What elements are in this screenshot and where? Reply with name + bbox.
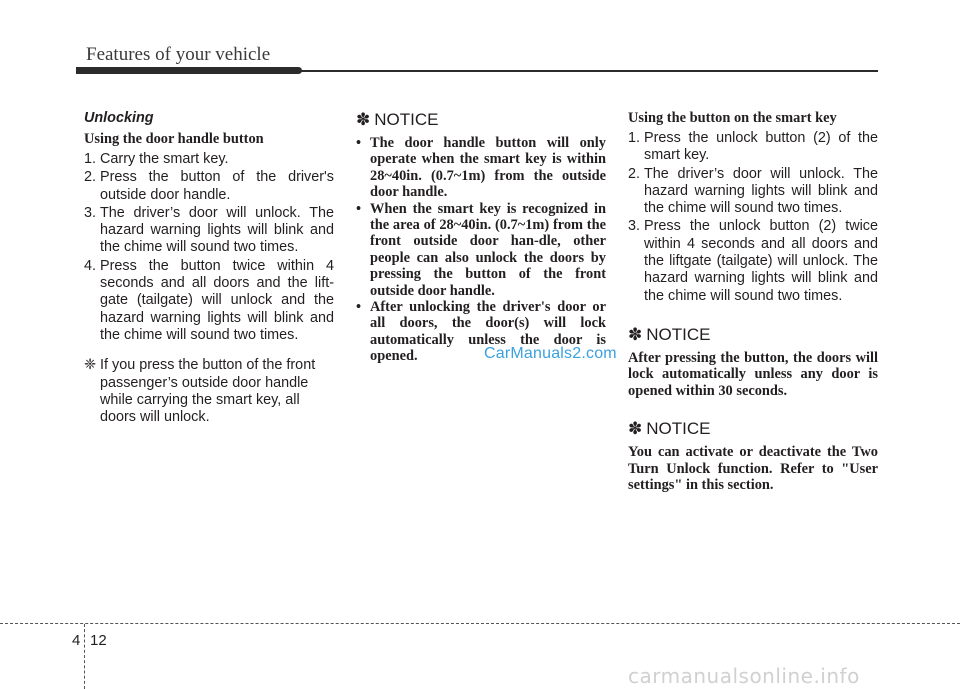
column-right [628,110,878,493]
subheading: Using the door handle button [84,131,264,147]
watermark-link[interactable]: CarManuals2.com [484,345,617,362]
step-number: 2. [84,169,97,186]
header-bar-thin [300,70,878,72]
notice-text: After pressing the button, the doors will lock automatically unless any door is opened within 30 seconds. [628,349,878,399]
list-item [84,258,334,344]
chapter-number: 4 [72,632,81,649]
step-number: 1. [628,130,641,146]
step-number: 1. [84,151,97,167]
step-number: 3. [628,218,641,235]
step-text: The driver’s door will unlock. The hazard warning lights will blink and the chime will sound two times. [100,204,334,256]
list-item [628,130,878,165]
step-text: Press the unlock button (2) twice within 4 seconds and all doors and the liftgate (tailgate) will unlock. The hazard warning lights will blink and the chime will sound two times. [644,218,878,304]
bullet-text: The door handle button will only operate when the smart key is within 28~40in. (0.7~1m) from the outside door handle. [370,135,606,201]
footnote-text: If you press the button of the front passenger’s outside door handle while carrying the smart key, all doors will unlock. [100,357,316,426]
column-middle [356,110,606,365]
notice-heading [628,419,878,439]
step-number: 4. [84,257,97,274]
section-heading: Unlocking [84,110,154,126]
list-item [84,169,334,204]
list-item [84,151,334,168]
step-number: 3. [84,204,97,221]
list-item [356,135,606,201]
list-item [84,205,334,257]
notice-heading [628,325,878,345]
notice-list [356,135,606,365]
step-list [628,130,878,305]
notice-box [628,419,878,493]
note-symbol-icon: ❈ [84,357,97,374]
bullet-icon: • [356,200,362,217]
notice-box [628,325,878,399]
step-text: The driver’s door will unlock. The hazard warning lights will blink and the chime will sound two times. [644,165,878,217]
step-list [84,151,334,426]
page-number: 12 [90,632,107,649]
column-left [84,110,334,426]
step-text: Carry the smart key. [100,151,229,167]
step-text: Press the button of the driver's outside door handle. [100,169,334,203]
list-item [356,201,606,299]
subheading: Using the button on the smart key [628,110,837,126]
notice-heading [356,110,606,130]
notice-title: NOTICE [374,110,439,129]
notice-text: You can activate or deactivate the Two Turn Unlock function. Refer to "User settings" in this section. [628,444,878,493]
list-item [628,166,878,218]
footnote [84,357,334,426]
site-watermark: carmanualsonline.info [628,664,860,688]
notice-star-icon: ✽ [628,419,643,439]
page-header-title: Features of your vehicle [86,44,271,65]
notice-title: NOTICE [646,419,711,439]
bullet-icon: • [356,135,362,151]
bullet-icon: • [356,299,362,316]
notice-star-icon: ✽ [356,110,371,129]
step-number: 2. [628,165,641,182]
notice-star-icon: ✽ [628,324,643,344]
step-text: Press the unlock button (2) of the smart key. [644,130,878,164]
header-bar-thick [76,67,302,74]
list-item [628,218,878,304]
notice-title: NOTICE [646,324,711,344]
bullet-text: After unlocking the driver's door or all doors, the door(s) will lock automatically unless the door is opened. [370,299,606,365]
bullet-text: When the smart key is recognized in the area of 28~40in. (0.7~1m) from the front outside door han-dle, other people can also unlock the doors by pressing the button of the front outside door handle. [370,200,606,299]
step-text: Press the button twice within 4 seconds and all doors and the lift-gate (tailgate) will unlock and the hazard warning lights will blink and the chime will sound two times. [100,257,334,343]
footer-vertical-divider [84,624,85,689]
footer-divider [0,623,960,624]
